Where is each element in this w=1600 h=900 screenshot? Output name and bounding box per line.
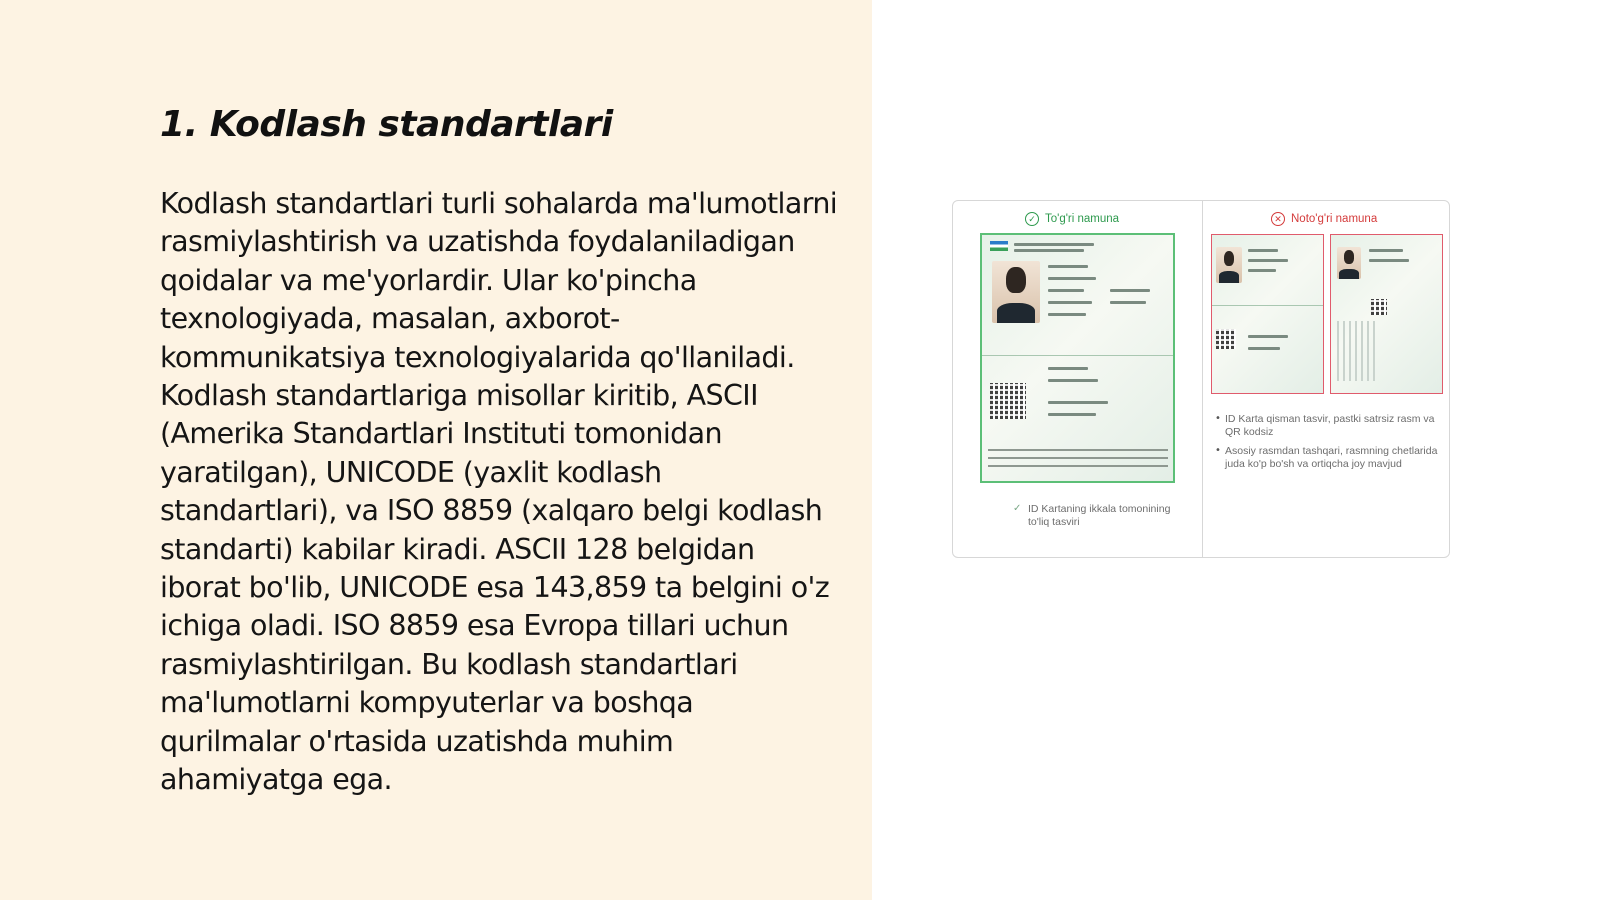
incorrect-id-card-picture-partial <box>1211 234 1324 394</box>
slide-title: 1. Kodlash standartlari <box>160 104 613 145</box>
incorrect-sample-note-1: ID Karta qisman tasvir, pastki satrsiz rasm va QR kodsiz <box>1225 413 1435 438</box>
correct-sample-heading <box>1025 210 1119 228</box>
cross-circle-icon: ✕ <box>1271 212 1285 226</box>
bullet-dot: • <box>1215 445 1221 456</box>
id-card-sample-image <box>952 200 1450 558</box>
correct-id-card-picture <box>980 233 1175 483</box>
incorrect-id-card-picture-extra-space <box>1330 234 1443 394</box>
check-icon: ✓ <box>1013 503 1022 514</box>
incorrect-sample-label: Noto'g'ri namuna <box>1291 213 1378 225</box>
card-divider <box>1202 201 1203 557</box>
check-circle-icon: ✓ <box>1025 212 1039 226</box>
slide-body-text: Kodlash standartlari turli sohalarda ma'lumotlarni rasmiylashtirish va uzatishda foydalaniladigan qoidalar va me'yorlardir. Ular ko'pincha texnologiyada, masalan, axborot-kommunikatsiya texnologiyalarida qo'llaniladi. Kodlash standartlariga misollar kiritib, ASCII (Amerika Standartlari Instituti tomonidan yaratilgan), UNICODE (yaxlit kodlash standartlari), va ISO 8859 (xalqaro belgi kodlash standarti) kabilar kiradi. ASCII 128 belgidan iborat bo'lib, UNICODE esa 143,859 ta belgini o'z ichiga oladi. ISO 8859 esa Evropa tillari uchun rasmiylashtirilgan. Bu kodlash standartlari ma'lumotlarni kompyuterlar va boshqa qurilmalar o'rtasida uzatishda muhim ahamiyatga ega. <box>160 187 838 797</box>
bullet-dot: • <box>1215 413 1221 424</box>
incorrect-sample-heading <box>1271 210 1377 228</box>
incorrect-sample-note-2: Asosiy rasmdan tashqari, rasmning chetlarida juda ko'p bo'sh va ortiqcha joy mavjud <box>1225 445 1438 470</box>
correct-sample-label: To'g'ri namuna <box>1045 213 1120 225</box>
correct-sample-note: ID Kartaning ikkala tomonining to'liq tasviri <box>1028 503 1171 528</box>
